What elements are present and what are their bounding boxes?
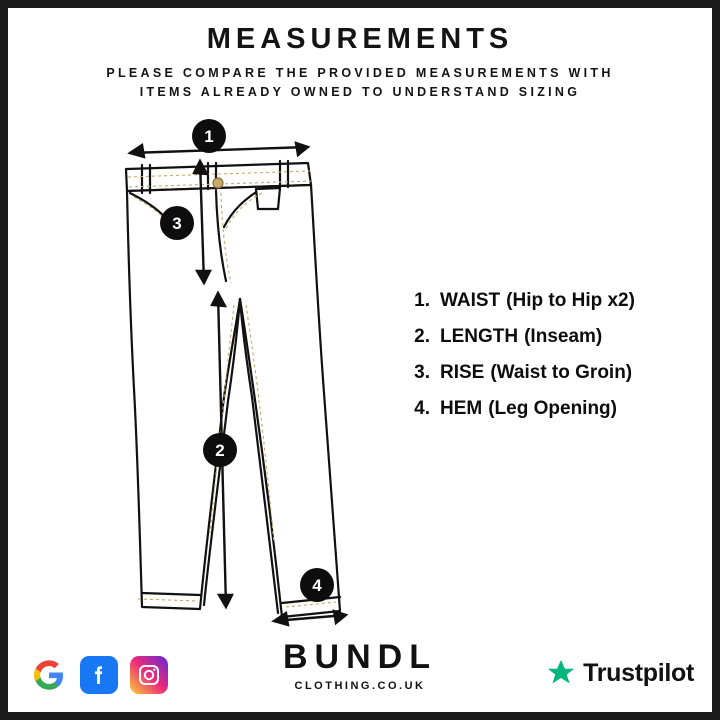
legend-number-2: 2. [414, 326, 430, 347]
legend-label-4: HEM [440, 398, 483, 419]
legend-detail-2: (Inseam) [524, 326, 603, 347]
page-subtitle-line-2: ITEMS ALREADY OWNED TO UNDERSTAND SIZING [139, 85, 581, 100]
jeans-technical-drawing-svg [68, 113, 398, 633]
marker-badge-1: 1 [192, 119, 226, 153]
legend-item-hem [406, 398, 696, 420]
legend-label-3: RISE [440, 362, 485, 383]
marker-badge-3: 3 [160, 206, 194, 240]
page-subtitle-line-1: PLEASE COMPARE THE PROVIDED MEASUREMENTS WITH [106, 65, 614, 80]
legend-item-waist [406, 290, 696, 312]
legend-number-1: 1. [414, 290, 430, 311]
trustpilot-label: Trustpilot [583, 658, 694, 687]
button-detail [213, 178, 223, 188]
legend-detail-3: (Waist to Groin) [490, 362, 633, 383]
legend-label-2: LENGTH [440, 326, 519, 347]
legend-detail-4: (Leg Opening) [488, 398, 617, 419]
header [8, 24, 712, 103]
measurement-legend [406, 290, 696, 434]
brand-website: CLOTHING.CO.UK [294, 680, 426, 692]
legend-label-1: WAIST [440, 290, 501, 311]
page-title: MEASUREMENTS [206, 23, 514, 55]
brand-name: BUNDL [283, 638, 437, 676]
marker-badge-4: 4 [300, 568, 334, 602]
trustpilot-star-icon [546, 658, 576, 688]
jeans-diagram [68, 113, 398, 633]
legend-detail-1: (Hip to Hip x2) [506, 290, 635, 311]
page-subtitle [8, 64, 712, 103]
legend-item-length [406, 326, 696, 348]
marker-badge-2: 2 [203, 433, 237, 467]
footer [8, 624, 712, 702]
trustpilot-logo[interactable] [546, 658, 694, 688]
legend-item-rise [406, 362, 696, 384]
legend-number-3: 3. [414, 362, 430, 383]
legend-number-4: 4. [414, 398, 430, 419]
